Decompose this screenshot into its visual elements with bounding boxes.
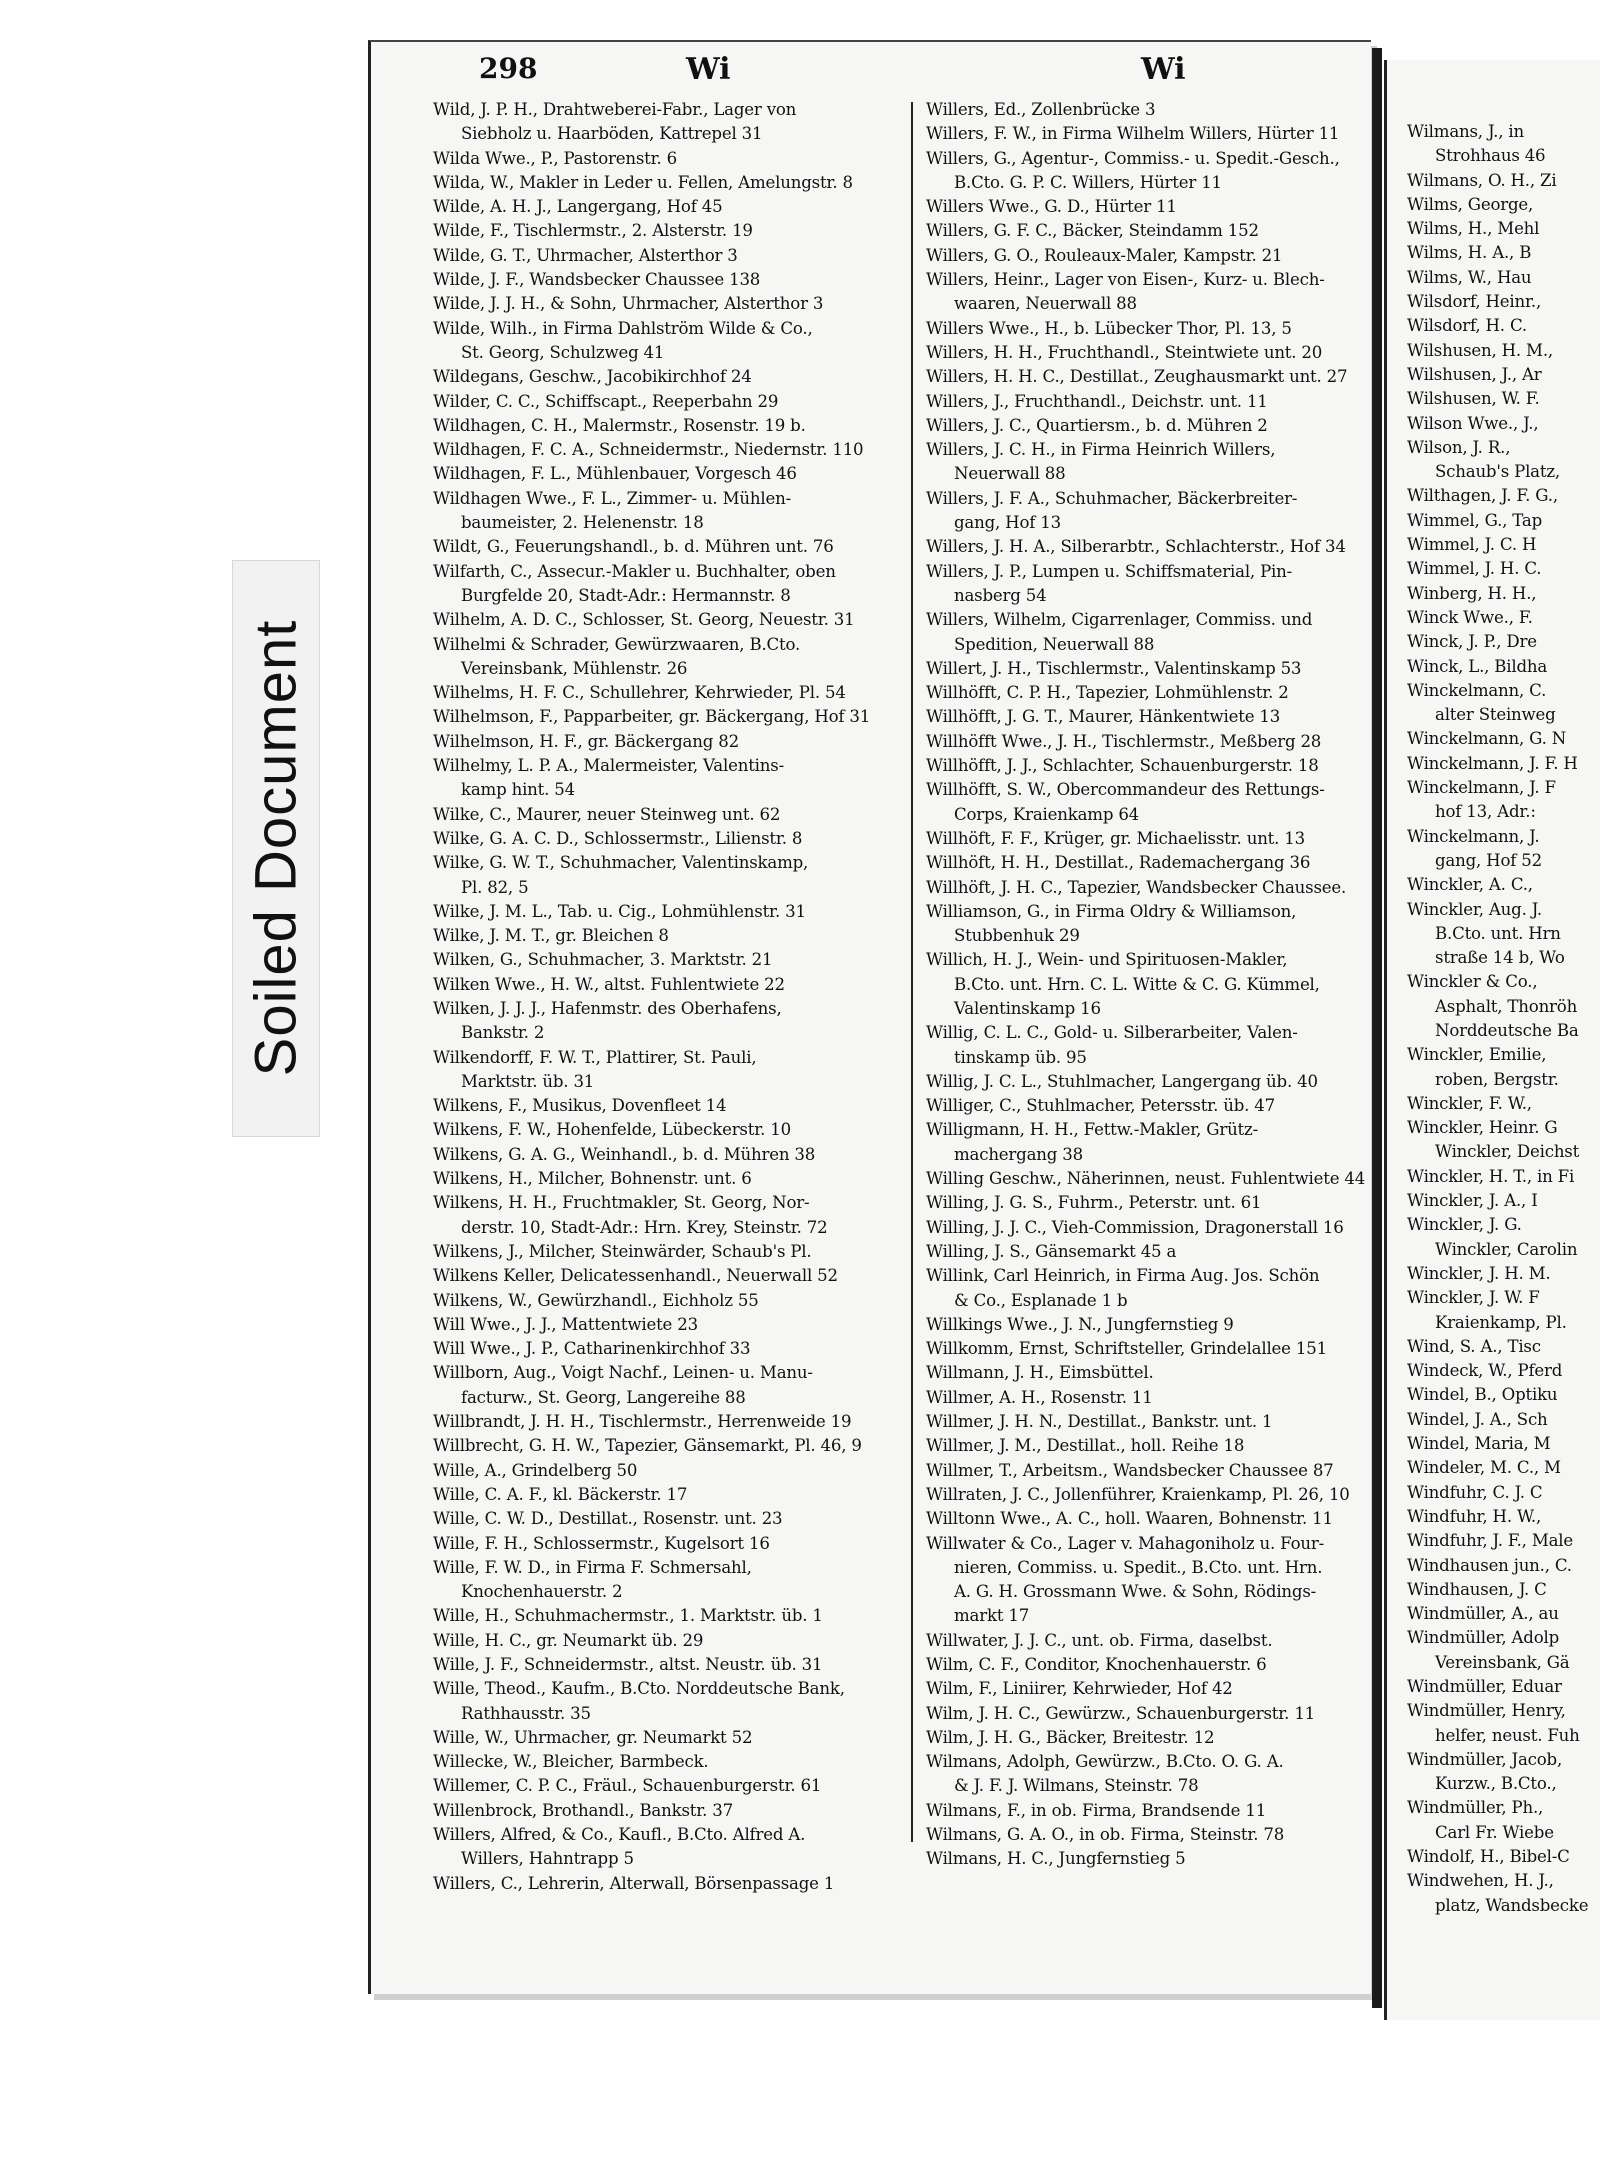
directory-entry: Knochenhauerstr. 2 — [461, 1582, 623, 1602]
directory-entry: Winck Wwe., F. — [1407, 607, 1533, 627]
directory-entry: Spedition, Neuerwall 88 — [954, 634, 1155, 654]
directory-entry: Wilhelm, A. D. C., Schlosser, St. Georg, Neuestr. 31 — [433, 610, 855, 630]
directory-page — [368, 40, 1371, 1994]
directory-entry: Windhausen, J. C — [1407, 1579, 1547, 1599]
directory-entry: Stubbenhuk 29 — [954, 926, 1080, 946]
directory-entry: Wilke, J. M. T., gr. Bleichen 8 — [433, 926, 669, 946]
directory-entry: Windeck, W., Pferd — [1407, 1361, 1563, 1381]
page-number: 298 — [479, 52, 538, 85]
directory-entry: Willmer, A. H., Rosenstr. 11 — [926, 1387, 1153, 1407]
directory-entry: Wille, A., Grindelberg 50 — [433, 1460, 638, 1480]
directory-entry: Willers, Wilhelm, Cigarrenlager, Commiss. und — [926, 610, 1313, 630]
directory-entry: Winckler, F. W., — [1407, 1093, 1532, 1113]
directory-entry: Willemer, C. P. C., Fräul., Schauenburgerstr. 61 — [433, 1776, 822, 1796]
directory-entry: Winckelmann, J. F. H — [1407, 753, 1578, 773]
directory-entry: Siebholz u. Haarböden, Kattrepel 31 — [461, 124, 763, 144]
directory-entry: Willig, C. L. C., Gold- u. Silberarbeiter, Valen- — [926, 1023, 1298, 1043]
directory-entry: Wildegans, Geschw., Jacobikirchhof 24 — [433, 367, 752, 387]
book-gutter — [1372, 48, 1382, 2008]
column-divider — [911, 102, 913, 1842]
directory-entry: Wilhelms, H. F. C., Schullehrer, Kehrwieder, Pl. 54 — [433, 683, 846, 703]
directory-entry: Winckler, H. T., in Fi — [1407, 1166, 1575, 1186]
directory-entry: Wilmans, O. H., Zi — [1407, 170, 1557, 190]
directory-entry: Willink, Carl Heinrich, in Firma Aug. Jos. Schön — [926, 1266, 1320, 1286]
directory-entry: Wilson, J. R., — [1407, 437, 1511, 457]
directory-entry: Carl Fr. Wiebe — [1435, 1822, 1554, 1842]
directory-entry: Willers, J., Fruchthandl., Deichstr. unt. 11 — [926, 391, 1268, 411]
directory-entry: gang, Hof 52 — [1435, 850, 1542, 870]
directory-entry: Willers, J. C. H., in Firma Heinrich Willers, — [926, 440, 1276, 460]
directory-entry: Willbrecht, G. H. W., Tapezier, Gänsemarkt, Pl. 46, 9 — [433, 1436, 862, 1456]
left-column — [433, 98, 903, 1896]
directory-entry: Winck, L., Bildha — [1407, 656, 1548, 676]
directory-entry: Willers Wwe., H., b. Lübecker Thor, Pl. 13, 5 — [926, 318, 1292, 338]
directory-entry: Willhöft, J. H. C., Tapezier, Wandsbecker Chaussee. — [926, 877, 1347, 897]
running-head-left: Wi — [686, 52, 731, 87]
directory-entry: Winckler & Co., — [1407, 972, 1538, 992]
page-header — [371, 50, 1371, 100]
directory-entry: Wilshusen, W. F. — [1407, 389, 1540, 409]
directory-entry: Willert, J. H., Tischlermstr., Valentinskamp 53 — [926, 658, 1302, 678]
directory-entry: hof 13, Adr.: — [1435, 802, 1536, 822]
directory-entry: Will Wwe., J. P., Catharinenkirchhof 33 — [433, 1339, 751, 1359]
directory-entry: Wille, C. W. D., Destillat., Rosenstr. unt. 23 — [433, 1509, 783, 1529]
directory-entry: Willhöfft, J. G. T., Maurer, Hänkentwiete 13 — [926, 707, 1281, 727]
directory-entry: Schaub's Platz, — [1435, 462, 1560, 482]
directory-entry: Winckler, J. W. F — [1407, 1288, 1540, 1308]
directory-entry: Wille, Theod., Kaufm., B.Cto. Norddeutsche Bank, — [433, 1679, 845, 1699]
directory-entry: Windolf, H., Bibel-C — [1407, 1847, 1570, 1867]
directory-entry: Wilkens, F. W., Hohenfelde, Lübeckerstr. 10 — [433, 1120, 791, 1140]
directory-entry: Wilke, G. A. C. D., Schlossermstr., Lilienstr. 8 — [433, 828, 803, 848]
directory-entry: tinskamp üb. 95 — [954, 1047, 1087, 1067]
directory-entry: Winckler, J. A., I — [1407, 1191, 1538, 1211]
directory-entry: Willhöft, F. F., Krüger, gr. Michaelisstr. unt. 13 — [926, 828, 1306, 848]
directory-entry: Willing, J. J. C., Vieh-Commission, Dragonerstall 16 — [926, 1217, 1344, 1237]
directory-entry: Wilms, George, — [1407, 194, 1534, 214]
directory-entry: Vereinsbank, Mühlenstr. 26 — [461, 658, 688, 678]
directory-entry: Willhöfft Wwe., J. H., Tischlermstr., Meßberg 28 — [926, 731, 1322, 751]
directory-entry: Wind, S. A., Tisc — [1407, 1336, 1541, 1356]
directory-entry: Williamson, G., in Firma Oldry & Williamson, — [926, 901, 1297, 921]
directory-entry: Winckelmann, G. N — [1407, 729, 1567, 749]
directory-entry: Wille, W., Uhrmacher, gr. Neumarkt 52 — [433, 1727, 753, 1747]
directory-entry: Rathhausstr. 35 — [461, 1703, 591, 1723]
directory-entry: machergang 38 — [954, 1144, 1083, 1164]
directory-entry: Windwehen, H. J., — [1407, 1871, 1554, 1891]
directory-entry: Winckler, A. C., — [1407, 875, 1533, 895]
directory-entry: Kraienkamp, Pl. — [1435, 1312, 1567, 1332]
directory-entry: B.Cto. unt. Hrn — [1435, 923, 1561, 943]
directory-entry: Wilkens, W., Gewürzhandl., Eichholz 55 — [433, 1290, 759, 1310]
directory-entry: waaren, Neuerwall 88 — [954, 294, 1137, 314]
directory-entry: Wilm, F., Liniirer, Kehrwieder, Hof 42 — [926, 1679, 1233, 1699]
directory-entry: Wilkens, F., Musikus, Dovenfleet 14 — [433, 1096, 727, 1116]
directory-entry: Wilda Wwe., P., Pastorenstr. 6 — [433, 148, 678, 168]
directory-entry: Wilmans, J., in — [1407, 122, 1524, 141]
directory-entry: Wilm, J. H. C., Gewürzw., Schauenburgerstr. 11 — [926, 1703, 1316, 1723]
directory-entry: Willers, J. P., Lumpen u. Schiffsmaterial, Pin- — [926, 561, 1293, 581]
directory-entry: Wilhelmy, L. P. A., Malermeister, Valentins- — [433, 756, 784, 776]
directory-entry: St. Georg, Schulzweg 41 — [461, 342, 665, 362]
directory-entry: Wilm, J. H. G., Bäcker, Breitestr. 12 — [926, 1727, 1215, 1747]
directory-entry: Winckler, Deichst — [1435, 1142, 1580, 1162]
directory-entry: Wilde, A. H. J., Langergang, Hof 45 — [433, 197, 723, 217]
directory-entry: facturw., St. Georg, Langereihe 88 — [461, 1387, 746, 1407]
directory-entry: Winckelmann, J. — [1407, 826, 1540, 846]
directory-entry: Wilhelmi & Schrader, Gewürzwaaren, B.Cto. — [433, 634, 801, 654]
directory-entry: roben, Bergstr. — [1435, 1069, 1559, 1089]
directory-entry: Windmüller, Jacob, — [1407, 1749, 1563, 1769]
directory-entry: B.Cto. unt. Hrn. C. L. Witte & C. G. Kümmel, — [954, 974, 1320, 994]
directory-entry: Wilder, C. C., Schiffscapt., Reeperbahn 29 — [433, 391, 779, 411]
directory-entry: Windmüller, Ph., — [1407, 1798, 1544, 1818]
directory-entry: Wimmel, J. H. C. — [1407, 559, 1542, 579]
directory-entry: Wilthagen, J. F. G., — [1407, 486, 1558, 506]
directory-entry: Pl. 82, 5 — [461, 877, 529, 897]
directory-entry: Wilmans, G. A. O., in ob. Firma, Steinstr. 78 — [926, 1825, 1285, 1845]
next-page-column — [1407, 120, 1600, 1918]
directory-entry: Willich, H. J., Wein- und Spirituosen-Makler, — [926, 950, 1288, 970]
directory-entry: Windel, B., Optiku — [1407, 1385, 1558, 1405]
directory-entry: Willing, J. G. S., Fuhrm., Peterstr. unt. 61 — [926, 1193, 1262, 1213]
directory-entry: Windmüller, Adolp — [1407, 1628, 1560, 1648]
directory-entry: Wilms, H., Mehl — [1407, 219, 1540, 239]
directory-entry: Willers, G. O., Rouleaux-Maler, Kampstr. 21 — [926, 245, 1283, 265]
directory-entry: Norddeutsche Ba — [1435, 1020, 1579, 1040]
directory-entry: Asphalt, Thonröh — [1435, 996, 1578, 1016]
directory-entry: Wilde, J. J. H., & Sohn, Uhrmacher, Alsterthor 3 — [433, 294, 824, 314]
directory-entry: Wilde, F., Tischlermstr., 2. Alsterstr. 19 — [433, 221, 753, 241]
directory-entry: Willmer, T., Arbeitsm., Wandsbecker Chaussee 87 — [926, 1460, 1334, 1480]
directory-entry: Wilkens, G. A. G., Weinhandl., b. d. Mühren 38 — [433, 1144, 816, 1164]
directory-entry: gang, Hof 13 — [954, 513, 1061, 533]
directory-entry: Wille, C. A. F., kl. Bäckerstr. 17 — [433, 1484, 688, 1504]
directory-entry: Will Wwe., J. J., Mattentwiete 23 — [433, 1314, 698, 1334]
directory-entry: Winckler, J. G. — [1407, 1215, 1522, 1235]
directory-entry: Willborn, Aug., Voigt Nachf., Leinen- u. Manu- — [433, 1363, 813, 1383]
directory-entry: Wilshusen, J., Ar — [1407, 364, 1542, 384]
directory-entry: Willigmann, H. H., Fettw.-Makler, Grütz- — [926, 1120, 1258, 1140]
directory-entry: Willing, J. S., Gänsemarkt 45 a — [926, 1241, 1177, 1261]
directory-entry: Windmüller, Eduar — [1407, 1677, 1562, 1696]
directory-entry: Marktstr. üb. 31 — [461, 1071, 595, 1091]
directory-entry: Willers, G., Agentur-, Commiss.- u. Spedit.-Gesch., — [926, 148, 1340, 168]
directory-entry: platz, Wandsbecke — [1435, 1895, 1589, 1915]
directory-entry: Wilhelmson, H. F., gr. Bäckergang 82 — [433, 731, 739, 751]
directory-entry: Winckelmann, C. — [1407, 680, 1547, 700]
directory-entry: Wille, H., Schuhmachermstr., 1. Marktstr. üb. 1 — [433, 1606, 823, 1626]
directory-entry: Valentinskamp 16 — [954, 998, 1101, 1018]
directory-entry: Willmer, J. M., Destillat., holl. Reihe 18 — [926, 1436, 1245, 1456]
directory-entry: Wilkens, J., Milcher, Steinwärder, Schaub's Pl. — [433, 1241, 812, 1261]
directory-entry: Willers, Ed., Zollenbrücke 3 — [926, 100, 1156, 119]
directory-entry: A. G. H. Grossmann Wwe. & Sohn, Rödings- — [954, 1582, 1317, 1602]
directory-entry: Wilsdorf, Heinr., — [1407, 292, 1542, 312]
directory-entry: Winck, J. P., Dre — [1407, 632, 1537, 652]
directory-entry: kamp hint. 54 — [461, 780, 575, 800]
directory-entry: Willers, J. C., Quartiersm., b. d. Mühren 2 — [926, 415, 1268, 435]
directory-entry: Willhöfft, C. P. H., Tapezier, Lohmühlenstr. 2 — [926, 683, 1289, 703]
directory-entry: & J. F. J. Wilmans, Steinstr. 78 — [954, 1776, 1199, 1796]
directory-entry: Windel, J. A., Sch — [1407, 1409, 1548, 1429]
directory-entry: straße 14 b, Wo — [1435, 948, 1565, 968]
directory-entry: Corps, Kraienkamp 64 — [954, 804, 1140, 824]
directory-entry: Wildhagen, C. H., Malermstr., Rosenstr. 19 b. — [433, 415, 806, 435]
directory-entry: Willers, Hahntrapp 5 — [461, 1849, 634, 1869]
directory-entry: Wildt, G., Feuerungshandl., b. d. Mühren unt. 76 — [433, 537, 834, 557]
directory-entry: Vereinsbank, Gä — [1435, 1652, 1570, 1672]
directory-entry: Wilde, G. T., Uhrmacher, Alsterthor 3 — [433, 245, 738, 265]
directory-entry: Willmann, J. H., Eimsbüttel. — [926, 1363, 1154, 1383]
next-page-fragment — [1384, 60, 1600, 2020]
directory-entry: alter Steinweg — [1435, 705, 1556, 725]
directory-entry: helfer, neust. Fuh — [1435, 1725, 1580, 1745]
directory-entry: Willraten, J. C., Jollenführer, Kraienkamp, Pl. 26, 10 — [926, 1484, 1350, 1504]
directory-entry: B.Cto. G. P. C. Willers, Hürter 11 — [954, 172, 1222, 192]
directory-entry: Windfuhr, C. J. C — [1407, 1482, 1543, 1502]
directory-entry: Willbrandt, J. H. H., Tischlermstr., Herrenweide 19 — [433, 1412, 852, 1432]
directory-entry: Wilmans, F., in ob. Firma, Brandsende 11 — [926, 1800, 1267, 1820]
directory-entry: Willecke, W., Bleicher, Barmbeck. — [433, 1752, 709, 1772]
directory-entry: Winckler, J. H. M. — [1407, 1263, 1551, 1283]
directory-entry: Willwater, J. J. C., unt. ob. Firma, daselbst. — [926, 1630, 1273, 1650]
directory-entry: Wilke, J. M. L., Tab. u. Cig., Lohmühlenstr. 31 — [433, 901, 806, 921]
directory-entry: Winckler, Aug. J. — [1407, 899, 1542, 919]
directory-entry: Windfuhr, J. F., Male — [1407, 1531, 1574, 1551]
directory-entry: Wilken Wwe., H. W., altst. Fuhlentwiete 22 — [433, 974, 785, 994]
directory-entry: Wilmans, H. C., Jungfernstieg 5 — [926, 1849, 1186, 1869]
directory-entry: Windhausen jun., C. — [1407, 1555, 1572, 1575]
directory-entry: nieren, Commiss. u. Spedit., B.Cto. unt. Hrn. — [954, 1557, 1323, 1577]
directory-entry: Wilmans, Adolph, Gewürzw., B.Cto. O. G. A. — [926, 1752, 1284, 1772]
running-head-right: Wi — [1141, 52, 1186, 87]
directory-entry: Willhöfft, S. W., Obercommandeur des Rettungs- — [926, 780, 1325, 800]
directory-entry: Wildhagen, F. L., Mühlenbauer, Vorgesch 46 — [433, 464, 797, 484]
directory-entry: Wilda, W., Makler in Leder u. Fellen, Amelungstr. 8 — [433, 172, 853, 192]
directory-entry: Winckelmann, J. F — [1407, 778, 1556, 798]
directory-entry: Willkomm, Ernst, Schriftsteller, Grindelallee 151 — [926, 1339, 1327, 1359]
soiled-document-label — [232, 560, 320, 1137]
directory-entry: Wilkens Keller, Delicatessenhandl., Neuerwall 52 — [433, 1266, 838, 1286]
directory-entry: Wilshusen, H. M., — [1407, 340, 1554, 360]
right-column — [926, 98, 1396, 1872]
directory-entry: Wilde, J. F., Wandsbecker Chaussee 138 — [433, 270, 761, 290]
directory-entry: Willers, C., Lehrerin, Alterwall, Börsenpassage 1 — [433, 1873, 835, 1893]
directory-entry: Wille, F. W. D., in Firma F. Schmersahl, — [433, 1557, 752, 1577]
directory-entry: Willers, Heinr., Lager von Eisen-, Kurz- u. Blech- — [926, 270, 1325, 290]
directory-entry: Willig, J. C. L., Stuhlmacher, Langergang üb. 40 — [926, 1071, 1318, 1091]
directory-entry: Williger, C., Stuhlmacher, Petersstr. üb. 47 — [926, 1096, 1276, 1116]
directory-entry: Burgfelde 20, Stadt-Adr.: Hermannstr. 8 — [461, 585, 791, 605]
directory-entry: Wilm, C. F., Conditor, Knochenhauerstr. 6 — [926, 1655, 1267, 1674]
directory-entry: Willtonn Wwe., A. C., holl. Waaren, Bohnenstr. 11 — [926, 1509, 1333, 1529]
directory-entry: Neuerwall 88 — [954, 464, 1066, 484]
directory-entry: Winckler, Emilie, — [1407, 1045, 1547, 1065]
directory-entry: Wilms, W., Hau — [1407, 267, 1532, 287]
directory-entry: Windmüller, Henry, — [1407, 1701, 1566, 1721]
directory-entry: Willers Wwe., G. D., Hürter 11 — [926, 197, 1177, 217]
directory-entry: Wilke, G. W. T., Schuhmacher, Valentinskamp, — [433, 853, 809, 873]
directory-entry: Windel, Maria, M — [1407, 1434, 1551, 1454]
directory-entry: Wilken, J. J. J., Hafenmstr. des Oberhafens, — [433, 998, 782, 1018]
directory-entry: Willers, F. W., in Firma Wilhelm Willers, Hürter 11 — [926, 124, 1340, 144]
directory-entry: derstr. 10, Stadt-Adr.: Hrn. Krey, Steinstr. 72 — [461, 1217, 828, 1237]
directory-entry: Willers, G. F. C., Bäcker, Steindamm 152 — [926, 221, 1259, 241]
directory-entry: Willenbrock, Brothandl., Bankstr. 37 — [433, 1800, 734, 1820]
directory-entry: Wildhagen, F. C. A., Schneidermstr., Niedernstr. 110 — [433, 440, 864, 460]
directory-entry: Windmüller, A., au — [1407, 1604, 1559, 1624]
directory-entry: Winckler, Heinr. G — [1407, 1118, 1558, 1138]
directory-entry: Willhöft, H. H., Destillat., Rademachergang 36 — [926, 853, 1311, 873]
directory-entry: Wilsdorf, H. C. — [1407, 316, 1527, 336]
directory-entry: Windfuhr, H. W., — [1407, 1506, 1542, 1526]
directory-entry: Wilms, H. A., B — [1407, 243, 1532, 263]
directory-entry: Willers, H. H. C., Destillat., Zeughausmarkt unt. 27 — [926, 367, 1348, 387]
directory-entry: Willing Geschw., Näherinnen, neust. Fuhlentwiete 44 — [926, 1169, 1366, 1189]
directory-entry: Wilfarth, C., Assecur.-Makler u. Buchhalter, oben — [433, 561, 836, 581]
soiled-document-text: Soiled Document — [243, 619, 309, 1077]
directory-entry: Windeler, M. C., M — [1407, 1458, 1561, 1478]
directory-entry: Willwater & Co., Lager v. Mahagoniholz u. Four- — [926, 1533, 1324, 1553]
directory-entry: Wille, H. C., gr. Neumarkt üb. 29 — [433, 1630, 704, 1650]
directory-entry: Wimmel, J. C. H — [1407, 535, 1537, 555]
directory-entry: Wilken, G., Schuhmacher, 3. Marktstr. 21 — [433, 950, 773, 970]
directory-entry: Willhöfft, J. J., Schlachter, Schauenburgerstr. 18 — [926, 756, 1319, 776]
directory-entry: baumeister, 2. Helenenstr. 18 — [461, 513, 704, 533]
directory-entry: Winberg, H. H., — [1407, 583, 1537, 603]
directory-entry: Wildhagen Wwe., F. L., Zimmer- u. Mühlen- — [433, 488, 791, 508]
directory-entry: Wilke, C., Maurer, neuer Steinweg unt. 62 — [433, 804, 781, 824]
directory-entry: Willers, Alfred, & Co., Kaufl., B.Cto. Alfred A. — [433, 1825, 806, 1845]
directory-entry: Kurzw., B.Cto., — [1435, 1774, 1557, 1794]
directory-entry: Willers, J. H. A., Silberarbtr., Schlachterstr., Hof 34 — [926, 537, 1346, 557]
directory-entry: Wille, J. F., Schneidermstr., altst. Neustr. üb. 31 — [433, 1655, 823, 1674]
directory-entry: Wimmel, G., Tap — [1407, 510, 1542, 530]
directory-entry: markt 17 — [954, 1606, 1030, 1626]
directory-entry: Wilkendorff, F. W. T., Plattirer, St. Pauli, — [433, 1047, 757, 1067]
directory-entry: Willers, H. H., Fruchthandl., Steintwiete unt. 20 — [926, 342, 1323, 362]
directory-entry: Bankstr. 2 — [461, 1023, 545, 1043]
directory-entry: Willers, J. F. A., Schuhmacher, Bäckerbreiter- — [926, 488, 1298, 508]
directory-entry: Wilde, Wilh., in Firma Dahlström Wilde & Co., — [433, 318, 813, 338]
directory-entry: Strohhaus 46 — [1435, 146, 1546, 166]
directory-entry: Wilhelmson, F., Papparbeiter, gr. Bäckergang, Hof 31 — [433, 707, 871, 727]
directory-entry: Willkings Wwe., J. N., Jungfernstieg 9 — [926, 1314, 1234, 1334]
directory-entry: Willmer, J. H. N., Destillat., Bankstr. unt. 1 — [926, 1412, 1273, 1432]
directory-entry: Wilson Wwe., J., — [1407, 413, 1539, 433]
directory-entry: & Co., Esplanade 1 b — [954, 1290, 1128, 1310]
directory-entry: Winckler, Carolin — [1435, 1239, 1578, 1259]
directory-entry: nasberg 54 — [954, 585, 1047, 605]
directory-entry: Wille, F. H., Schlossermstr., Kugelsort 16 — [433, 1533, 770, 1553]
directory-entry: Wilkens, H. H., Fruchtmakler, St. Georg, Nor- — [433, 1193, 810, 1213]
directory-entry: Wilkens, H., Milcher, Bohnenstr. unt. 6 — [433, 1169, 752, 1189]
directory-entry: Wild, J. P. H., Drahtweberei-Fabr., Lager von — [433, 100, 797, 119]
